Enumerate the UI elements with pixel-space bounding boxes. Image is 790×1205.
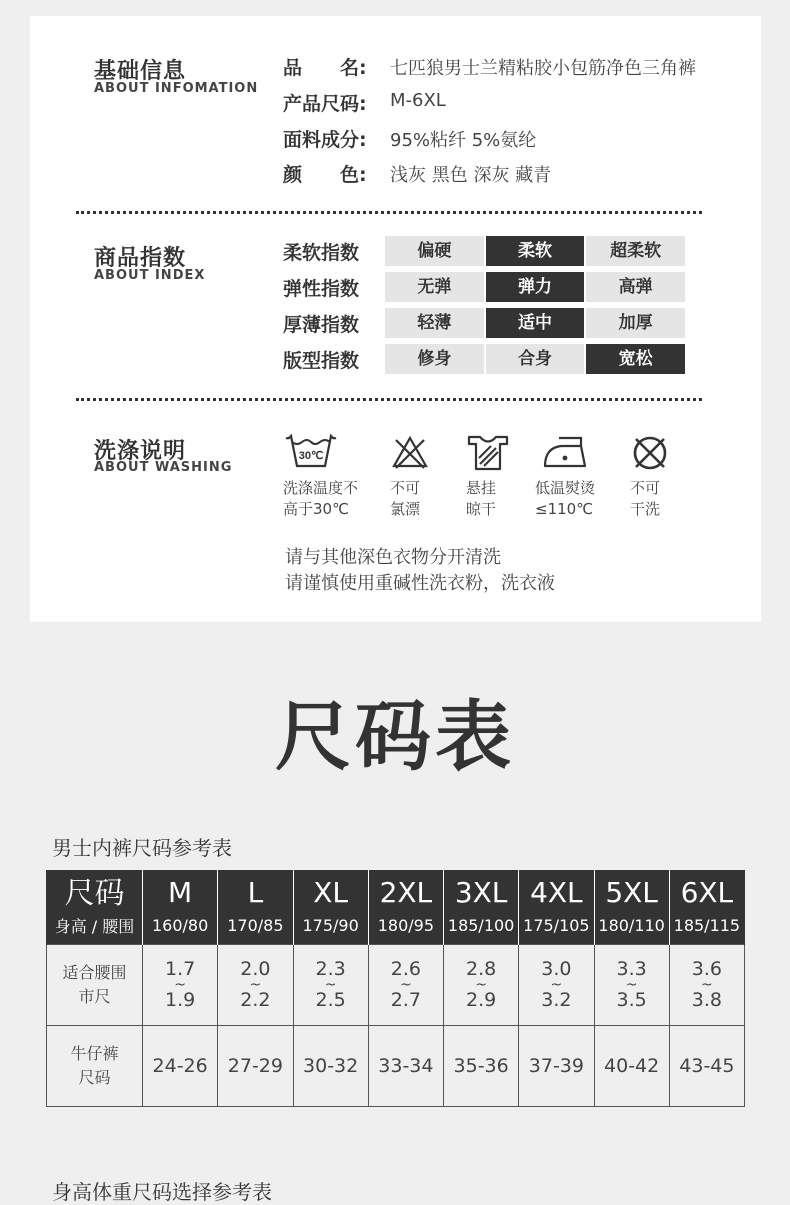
size-header-cell (444, 870, 519, 945)
wash-temp-label: 30℃ (298, 450, 324, 462)
row-label: 市尺 (78, 987, 111, 1006)
range-tilde: ~ (550, 977, 563, 993)
wash-item (535, 434, 625, 520)
jeans-size-cell (218, 1026, 293, 1107)
index-option: 轻薄 (385, 308, 486, 338)
index-row-elasticity (385, 272, 685, 302)
size-label: 2XL (379, 876, 433, 909)
range-tilde: ~ (249, 977, 262, 993)
jeans-size: 40-42 (604, 1055, 660, 1077)
waist-max: 3.2 (541, 989, 572, 1011)
waist-range-cell (669, 945, 744, 1026)
height-waist-label: 170/85 (227, 916, 284, 935)
value-color: 浅灰 黑色 深灰 藏青 (390, 165, 552, 186)
no-dry-clean-icon (630, 434, 670, 472)
jeans-size: 27-29 (227, 1055, 283, 1077)
jeans-size: 24-26 (152, 1055, 208, 1077)
jeans-size-cell (669, 1026, 744, 1107)
row-label-cell (47, 1026, 143, 1107)
index-row-thickness (385, 308, 685, 338)
range-tilde: ~ (400, 977, 412, 993)
height-waist-label: 175/90 (302, 916, 359, 935)
index-row-softness (385, 236, 685, 266)
jeans-size-cell (594, 1026, 669, 1107)
size-table-header (47, 870, 745, 945)
waist-max: 3.8 (691, 989, 722, 1011)
size-label: 3XL (454, 876, 508, 909)
index-subtitle: ABOUT INDEX (94, 268, 206, 283)
waist-min: 2.0 (240, 958, 271, 980)
size-label: XL (313, 876, 349, 909)
row-label: 尺码 (78, 1068, 111, 1087)
label-product-name: 品 名: (283, 57, 367, 79)
wash-item (283, 434, 373, 520)
range-tilde: ~ (324, 977, 337, 993)
wash-text: 洗涤温度不 高于30℃ (283, 479, 359, 518)
range-tilde: ~ (701, 977, 713, 993)
height-waist-label: 180/95 (377, 916, 435, 935)
jeans-size: 37-39 (528, 1055, 584, 1077)
product-info-card (30, 16, 761, 622)
size-table-title: 男士内裤尺码参考表 (52, 836, 232, 860)
waist-range-cell (293, 945, 368, 1026)
size-header-cell (293, 870, 368, 945)
waist-range-cell (218, 945, 293, 1026)
index-option: 高弹 (586, 272, 685, 302)
wash-text: 不可 干洗 (630, 479, 661, 518)
row-label: 牛仔裤 (70, 1044, 119, 1063)
next-table-title: 身高体重尺码选择参考表 (52, 1180, 272, 1204)
jeans-size: 30-32 (303, 1055, 359, 1077)
divider (76, 398, 702, 401)
size-table (46, 870, 745, 1107)
basic-info-subtitle: ABOUT INFOMATION (94, 81, 259, 96)
waist-range-cell (143, 945, 218, 1026)
wash-30-icon (283, 434, 339, 472)
waist-range-cell (444, 945, 519, 1026)
index-row-fit (385, 344, 685, 374)
index-label-softness: 柔软指数 (283, 242, 360, 264)
waist-max: 2.5 (315, 989, 346, 1011)
index-option: 偏硬 (385, 236, 486, 266)
header-size-label: 尺码 (64, 876, 125, 911)
jeans-size-cell (519, 1026, 594, 1107)
waist-min: 2.8 (466, 958, 497, 980)
height-waist-label: 160/80 (151, 916, 209, 935)
wash-text: 悬挂 晾干 (466, 479, 497, 518)
waist-max: 3.5 (616, 989, 647, 1011)
label-product-size: 产品尺码: (283, 93, 367, 115)
wash-item (630, 434, 720, 520)
size-header-cell (519, 870, 594, 945)
index-option: 合身 (486, 344, 587, 374)
size-label: L (247, 876, 264, 909)
washing-title: 洗涤说明 (94, 439, 187, 464)
index-option: 柔软 (486, 236, 587, 266)
jeans-size-cell (143, 1026, 218, 1107)
basic-info-title: 基础信息 (94, 59, 187, 84)
header-cell (47, 870, 143, 945)
jeans-size: 33-34 (378, 1055, 434, 1077)
size-chart-title: 尺码表 (275, 692, 515, 781)
divider (76, 211, 702, 214)
no-bleach-icon (390, 434, 430, 472)
waist-min: 2.6 (390, 958, 421, 980)
index-label-fit: 版型指数 (283, 350, 360, 372)
wash-text: 不可 氯漂 (390, 479, 421, 518)
index-option: 修身 (385, 344, 486, 374)
index-label-elasticity: 弹性指数 (283, 278, 360, 300)
waist-range-cell (519, 945, 594, 1026)
size-label: 4XL (530, 876, 583, 909)
waist-min: 3.0 (541, 958, 572, 980)
index-label-thickness: 厚薄指数 (283, 314, 360, 336)
jeans-size: 43-45 (679, 1055, 735, 1077)
waist-min: 2.3 (315, 958, 346, 980)
washing-subtitle: ABOUT WASHING (94, 460, 233, 475)
row-label: 适合腰围 (62, 963, 127, 982)
size-header-cell (368, 870, 443, 945)
wash-text: 低温熨烫 ≤110℃ (535, 479, 596, 518)
jeans-size-cell (293, 1026, 368, 1107)
height-waist-label: 175/105 (523, 916, 590, 935)
wash-note: 请与其他深色衣物分开清洗 (285, 547, 501, 568)
waist-min: 3.3 (616, 958, 647, 980)
waist-min: 3.6 (691, 958, 722, 980)
wash-note: 请谨慎使用重碱性洗衣粉，洗衣液 (285, 573, 555, 594)
index-title: 商品指数 (94, 246, 187, 271)
height-waist-label: 180/110 (598, 916, 665, 935)
range-tilde: ~ (625, 977, 638, 993)
size-label: 5XL (605, 876, 658, 909)
value-product-size: M-6XL (390, 90, 446, 111)
index-option: 加厚 (586, 308, 685, 338)
value-product-name: 七匹狼男士兰精粘胶小包筋净色三角裤 (390, 58, 696, 79)
waist-max: 2.7 (390, 989, 421, 1011)
waist-range-cell (594, 945, 669, 1026)
size-header-cell (218, 870, 293, 945)
table-row (47, 945, 745, 1026)
size-header-cell (669, 870, 744, 945)
low-iron-icon (535, 434, 591, 472)
jeans-size-cell (368, 1026, 443, 1107)
index-option: 超柔软 (586, 236, 685, 266)
table-row (47, 1026, 745, 1107)
waist-max: 1.9 (165, 989, 196, 1011)
label-color: 颜 色: (283, 164, 367, 186)
size-label: 6XL (680, 876, 734, 909)
index-option: 无弹 (385, 272, 486, 302)
waist-max: 2.2 (240, 989, 271, 1011)
waist-min: 1.7 (165, 958, 196, 980)
row-label-cell (47, 945, 143, 1026)
size-label: M (168, 876, 193, 909)
range-tilde: ~ (475, 977, 487, 993)
index-option: 弹力 (486, 272, 587, 302)
waist-range-cell (368, 945, 443, 1026)
size-header-cell (143, 870, 218, 945)
height-waist-label: 185/100 (447, 916, 515, 935)
height-waist-label: 185/115 (673, 916, 741, 935)
header-size-sub: 身高 / 腰围 (54, 917, 135, 936)
hang-dry-icon (466, 434, 510, 472)
jeans-size-cell (444, 1026, 519, 1107)
index-option: 适中 (486, 308, 587, 338)
label-fabric: 面料成分: (283, 129, 367, 151)
index-option: 宽松 (586, 344, 685, 374)
jeans-size: 35-36 (453, 1055, 509, 1077)
range-tilde: ~ (174, 977, 186, 993)
value-fabric: 95%粘纤 5%氨纶 (390, 130, 537, 151)
size-header-cell (594, 870, 669, 945)
waist-max: 2.9 (466, 989, 497, 1011)
